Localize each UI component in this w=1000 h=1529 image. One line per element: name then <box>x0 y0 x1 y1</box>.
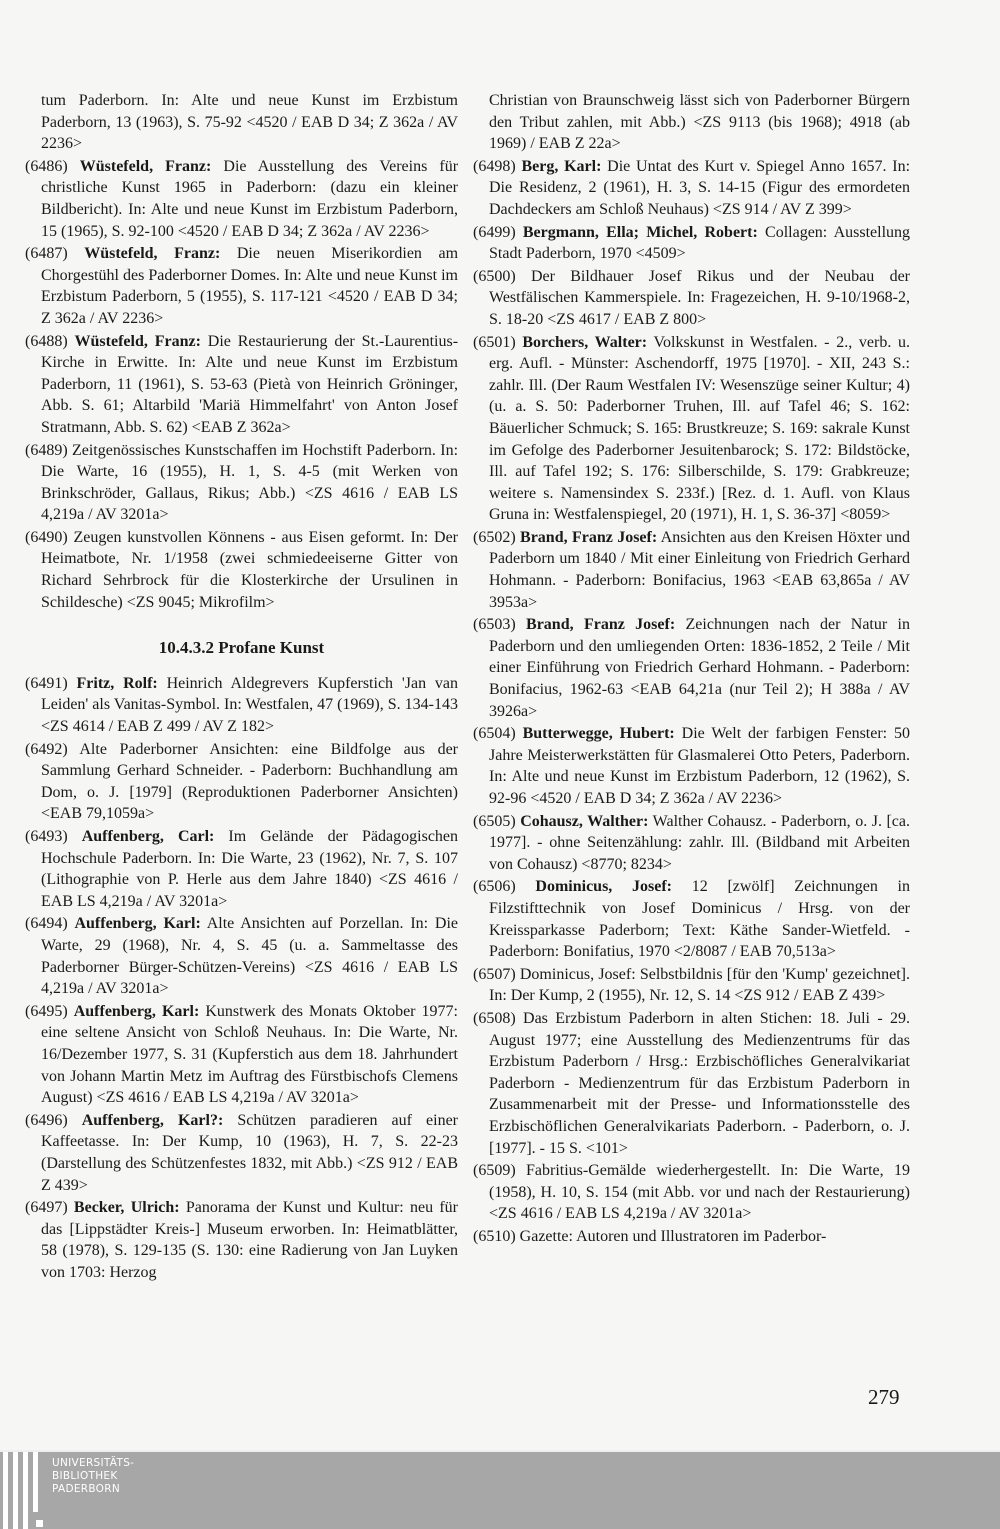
library-logo-icon <box>3 1452 43 1529</box>
bibliography-entry <box>25 913 458 999</box>
library-name-line3: PADERBORN <box>52 1483 120 1495</box>
entry-author: Dominicus, Josef: <box>535 878 673 896</box>
entry-number: (6501) <box>473 333 523 351</box>
bibliography-entry <box>25 243 458 329</box>
entry-number: (6491) <box>25 674 77 692</box>
entry-author: Berg, Karl: <box>521 157 602 175</box>
bibliography-entry <box>25 527 458 613</box>
entry-author: Auffenberg, Karl: <box>74 915 201 933</box>
bibliography-entry <box>473 811 910 876</box>
entry-author: Becker, Ulrich: <box>73 1199 180 1217</box>
entry-text: Das Erzbistum Paderborn in alten Stichen: 18. Juli - 29. August 1977; eine Ausstellung des Medienzentrums für das Erzbistum Paderborn / Hrsg.: Erzbischöfliches Generalvikariat Paderborn - Medienzentrum für das Erzbistum Paderborn in Zusammenarbeit mit der Presse- und Informationsstelle des Erzbischöflichen Generalvikariats Paderborn. - Paderborn, o. J. [1977]. - 15 S. <101> <box>489 1009 911 1157</box>
bibliography-entry <box>473 266 910 331</box>
entry-number: (6502) <box>473 528 521 546</box>
left-column <box>25 90 458 1284</box>
entry-number: (6505) <box>473 812 521 830</box>
section-heading: 10.4.3.2 Profane Kunst <box>158 638 325 658</box>
library-name-line1: UNIVERSITÄTS- <box>52 1457 135 1469</box>
entry-author: Brand, Franz Josef: <box>520 528 658 546</box>
entry-text: Christian von Braunschweig lässt sich von Paderborner Bürgern den Tribut zahlen, mit Abb.) <ZS 9113 (bis 1968); 4918 (ab 1969) / EAB Z 22a> <box>489 92 910 153</box>
entry-number: (6508) <box>473 1009 524 1027</box>
bibliography-entry <box>473 1226 910 1248</box>
bibliography-entry <box>25 331 458 439</box>
entry-text: Alte Ansichten auf Porzellan. In: Die Warte, 29 (1968), Nr. 4, S. 45 (u. a. Sammeltasse des Paderborner Bürger-Schützen-Vereins) <ZS 4616 / EAB LS 4,219a / AV 3201a> <box>41 915 459 998</box>
bibliography-entry <box>473 156 910 221</box>
left-entries-after <box>25 673 458 1284</box>
entry-text: Die Welt der farbigen Fenster: 50 Jahre Meisterwerkstätten für Glasmalerei Otto Peters, Paderborn. In: Alte und neue Kunst im Erzbistum Paderborn, 12 (1962), S. 92-96 <4520 / EAB D 34; Z 362a / AV 2236> <box>489 725 911 807</box>
entry-number: (6499) <box>473 223 523 241</box>
entry-number: (6486) <box>25 157 80 175</box>
entry-number: (6494) <box>25 915 75 933</box>
entry-text: Die neuen Miserikordien am Chorgestühl des Paderborner Domes. In: Alte und neue Kunst im Erzbistum Paderborn, 5 (1955), S. 117-121 <4520 / EAB D 34; Z 362a / AV 2236> <box>41 245 459 327</box>
entry-text: Zeitgenössisches Kunstschaffen im Hochstift Paderborn. In: Die Warte, 16 (1955), H. 1, S. 4-5 (mit Werken von Brinkschröder, Gallaus, Rikus; Abb.) <ZS 4616 / EAB LS 4,219a / AV 3201a> <box>41 441 459 524</box>
entry-author: Bergmann, Ella; Michel, Robert: <box>522 223 758 241</box>
entry-text: Collagen: Ausstellung Stadt Paderborn, 1970 <4509> <box>489 223 911 263</box>
entry-number: (6497) <box>25 1199 74 1217</box>
entry-text: Ansichten aus den Kreisen Höxter und Paderborn um 1840 / Mit einer Einleitung von Friedrich Gerhard Hohmann. - Paderborn: Bonifacius, 1963 <EAB 63,865a / AV 3953a> <box>489 528 911 611</box>
right-entries <box>473 90 910 1247</box>
bibliography-entry <box>25 440 458 526</box>
entry-text: tum Paderborn. In: Alte und neue Kunst im Erzbistum Paderborn, 13 (1963), S. 75-92 <4520 / EAB D 34; Z 362a / AV 2236> <box>41 92 458 153</box>
entry-number: (6493) <box>25 828 82 845</box>
entry-number: (6488) <box>25 332 75 350</box>
bibliography-entry <box>473 1160 910 1225</box>
bibliography-entry <box>473 90 910 155</box>
bibliography-entry <box>473 964 910 1007</box>
bibliography-entry <box>473 876 910 962</box>
entry-number: (6507) <box>473 965 520 983</box>
entry-text: Die Untat des Kurt v. Spiegel Anno 1657. In: Die Residenz, 2 (1961), H. 3, S. 14-15 (Figur des ermordeten Dachdeckers am Schloß Neuhaus) <ZS 914 / AV Z 399> <box>489 157 911 218</box>
entry-text: Zeugen kunstvollen Könnens - aus Eisen geformt. In: Der Heimatbote, Nr. 1/1958 (zwei schmiedeeiserne Gitter von Richard Sehrbrock für die Klosterkirche der Ursulinen in Schildesche) <ZS 9045; Mikrofilm> <box>41 528 459 611</box>
entry-number: (6504) <box>473 725 523 743</box>
bibliography-entry <box>25 156 458 242</box>
library-footer <box>0 1452 1000 1529</box>
entry-author: Borchers, Walter: <box>522 333 648 351</box>
bibliography-entry <box>25 1110 458 1196</box>
bibliography-entry <box>473 332 910 526</box>
bibliography-entry <box>25 1197 458 1283</box>
entry-text: Heinrich Aldegrevers Kupferstich 'Jan van Leiden' als Vanitas-Symbol. In: Westfalen, 47 (1969), S. 134-143 <ZS 4614 / EAB Z 499 / AV Z 182> <box>41 674 459 736</box>
entry-text: Alte Paderborner Ansichten: eine Bildfolge aus der Sammlung Gerhard Schneider. - Paderborn: Buchhandlung am Dom, o. J. [1979] (Reproduktionen Paderborner Ansichten) <EAB 79,1059a> <box>41 740 458 823</box>
entry-text: Die Ausstellung des Vereins für christliche Kunst 1965 in Paderborn: (dazu ein kleiner Bildbericht). In: Alte und neue Kunst im Erzbistum Paderborn, 15 (1965), S. 92-100 <4520 / EAB D 34; Z 362a / AV 2236> <box>41 157 459 240</box>
library-name-line2: BIBLIOTHEK <box>52 1470 118 1482</box>
entry-number: (6510) <box>473 1227 520 1245</box>
entry-author: Brand, Franz Josef: <box>526 616 676 634</box>
entry-number: (6506) <box>473 878 536 896</box>
page-number: 279 <box>868 1385 900 1409</box>
entry-text: Panorama der Kunst und Kultur: neu für das [Lippstädter Kreis-] Museum erworben. In: Heimatblätter, 58 (1978), S. 129-135 (S. 130: eine Radierung von Jan Luyken von 1703: Herzog <box>41 1199 459 1281</box>
bibliography-entry <box>473 527 910 613</box>
entry-number: (6496) <box>25 1111 82 1129</box>
entry-text: Kunstwerk des Monats Oktober 1977: eine seltene Ansicht von Schloß Neuhaus. In: Die Warte, Nr. 16/Dezember 1977, S. 31 (Kupferstich aus dem 18. Jahrhundert von Johann Martin Metz im Auftrag des Fürstbischofs Clemens August) <ZS 4616 / EAB LS 4,219a / AV 3201a> <box>41 1002 459 1107</box>
entry-text: Die Restaurierung der St.-Laurentius-Kirche in Erwitte. In: Alte und neue Kunst im Erzbistum Paderborn, 11 (1961), S. 53-63 (Pietà von Heinrich Gröninger, Abb. S. 61; Altarbild 'Mariä Himmelfahrt' von Anton Josef Stratmann, Abb. S. 62) <EAB Z 362a> <box>41 332 459 436</box>
entry-text: Walther Cohausz. - Paderborn, o. J. [ca. 1977]. - ohne Seitenzählung: zahlr. Ill. (Bildband mit Arbeiten von Cohausz) <8770; 8234> <box>489 812 911 873</box>
bibliography-entry <box>473 614 910 722</box>
entry-author: Auffenberg, Karl: <box>73 1002 200 1020</box>
library-name <box>52 1457 134 1496</box>
bibliography-entry <box>25 1001 458 1109</box>
entry-author: Fritz, Rolf: <box>76 674 158 692</box>
bibliography-entry <box>473 1008 910 1159</box>
entry-author: Auffenberg, Karl?: <box>81 1111 224 1129</box>
logo-dot-icon <box>36 1520 43 1527</box>
entry-number: (6495) <box>25 1002 74 1020</box>
entry-number: (6509) <box>473 1162 527 1180</box>
bibliography-entry <box>25 90 458 155</box>
entry-number: (6487) <box>25 245 85 263</box>
entry-author: Wüstefeld, Franz: <box>79 157 212 175</box>
bibliography-entry <box>25 673 458 738</box>
entry-text: Volkskunst in Westfalen. - 2., verb. u. erg. Aufl. - Münster: Aschendorff, 1975 [1970]. - XII, 243 S.: zahlr. Ill. (Der Raum Westfalen IV: Wesenszüge seiner Kultur; 4) (u. a. S. 50: Paderborner Truhen, Ill. auf Tafel 46; S. 162: Bäuerlicher Schmuck; S. 165: Brustkreuze; S. 169: sakrale Kunst im Gefolge des Paderborner Jesuitenbarock; S. 172: Bildstöcke, Ill. auf Tafel 192; S. 176: Silberschilde, S. 179: Grabkreuze; weitere s. Namensindex S. 233f.) [Rez. d. 1. Aufl. von Klaus Gruna in: Westfalenspiegel, 20 (1971), H. 1, S. 36-37] <8059> <box>489 333 911 524</box>
entry-text: Der Bildhauer Josef Rikus und der Neubau der Westfälischen Kammerspiele. In: Fragezeichen, H. 9-10/1968-2, S. 18-20 <ZS 4617 / EAB Z 800> <box>489 267 911 328</box>
entry-text: Zeichnungen nach der Natur in Paderborn und den umliegenden Orten: 1836-1852, 2 Teile / Mit einer Einführung von Friedrich Gerhard Hohmann. - Paderborn: Bonifacius, 1962-63 <EAB 64,21a (nur Teil 2); H 388a / AV 3926a> <box>489 616 910 720</box>
left-entries <box>25 90 458 613</box>
entry-text: Dominicus, Josef: Selbstbildnis [für den 'Kump' gezeichnet]. In: Der Kump, 2 (1955), Nr. 12, S. 14 <ZS 912 / EAB Z 439> <box>489 965 910 1005</box>
bibliography-entry <box>25 739 458 825</box>
entry-number: (6490) <box>25 528 74 546</box>
bibliography-entry <box>473 222 910 265</box>
bibliography-entry <box>25 826 458 912</box>
entry-number: (6503) <box>473 616 527 634</box>
entry-number: (6492) <box>25 740 80 758</box>
entry-text: Im Gelände der Pädagogischen Hochschule Paderborn. In: Die Warte, 23 (1962), Nr. 7, S. 107 (Lithographie von P. Herle aus dem Jahre 1840) <ZS 4616 / EAB LS 4,219a / AV 3201a> <box>41 828 459 910</box>
entry-text: Schützen paradieren auf einer Kaffeetasse. In: Der Kump, 10 (1963), H. 7, S. 22-23 (Darstellung des Schützenfestes 1832, mit Abb.) <ZS 912 / EAB Z 439> <box>41 1111 459 1194</box>
right-column <box>473 90 910 1248</box>
entry-author: Wüstefeld, Franz: <box>84 245 221 263</box>
entry-author: Butterwegge, Hubert: <box>522 725 675 743</box>
entry-author: Auffenberg, Carl: <box>81 828 215 845</box>
entry-number: (6489) <box>25 441 72 459</box>
bibliography-entry <box>473 723 910 809</box>
entry-author: Wüstefeld, Franz: <box>74 332 201 350</box>
entry-text: Gazette: Autoren und Illustratoren im Paderbor- <box>519 1227 827 1245</box>
entry-text: Fabritius-Gemälde wiederhergestellt. In: Die Warte, 19 (1958), H. 10, S. 154 (mit Abb. vor und nach der Restaurierung) <ZS 4616 / EAB LS 4,219a / AV 3201a> <box>489 1162 911 1223</box>
entry-text: 12 [zwölf] Zeichnungen in Filzstifttechnik von Josef Dominicus / Hrsg. von der Kreissparkasse Paderborn; Text: Käthe Sander-Wietfeld. - Paderborn: Bonifatius, 1970 <2/8087 / EAB 70,513a> <box>489 878 910 961</box>
entry-number: (6498) <box>473 157 522 175</box>
entry-author: Cohausz, Walther: <box>520 812 649 830</box>
entry-number: (6500) <box>473 267 531 285</box>
